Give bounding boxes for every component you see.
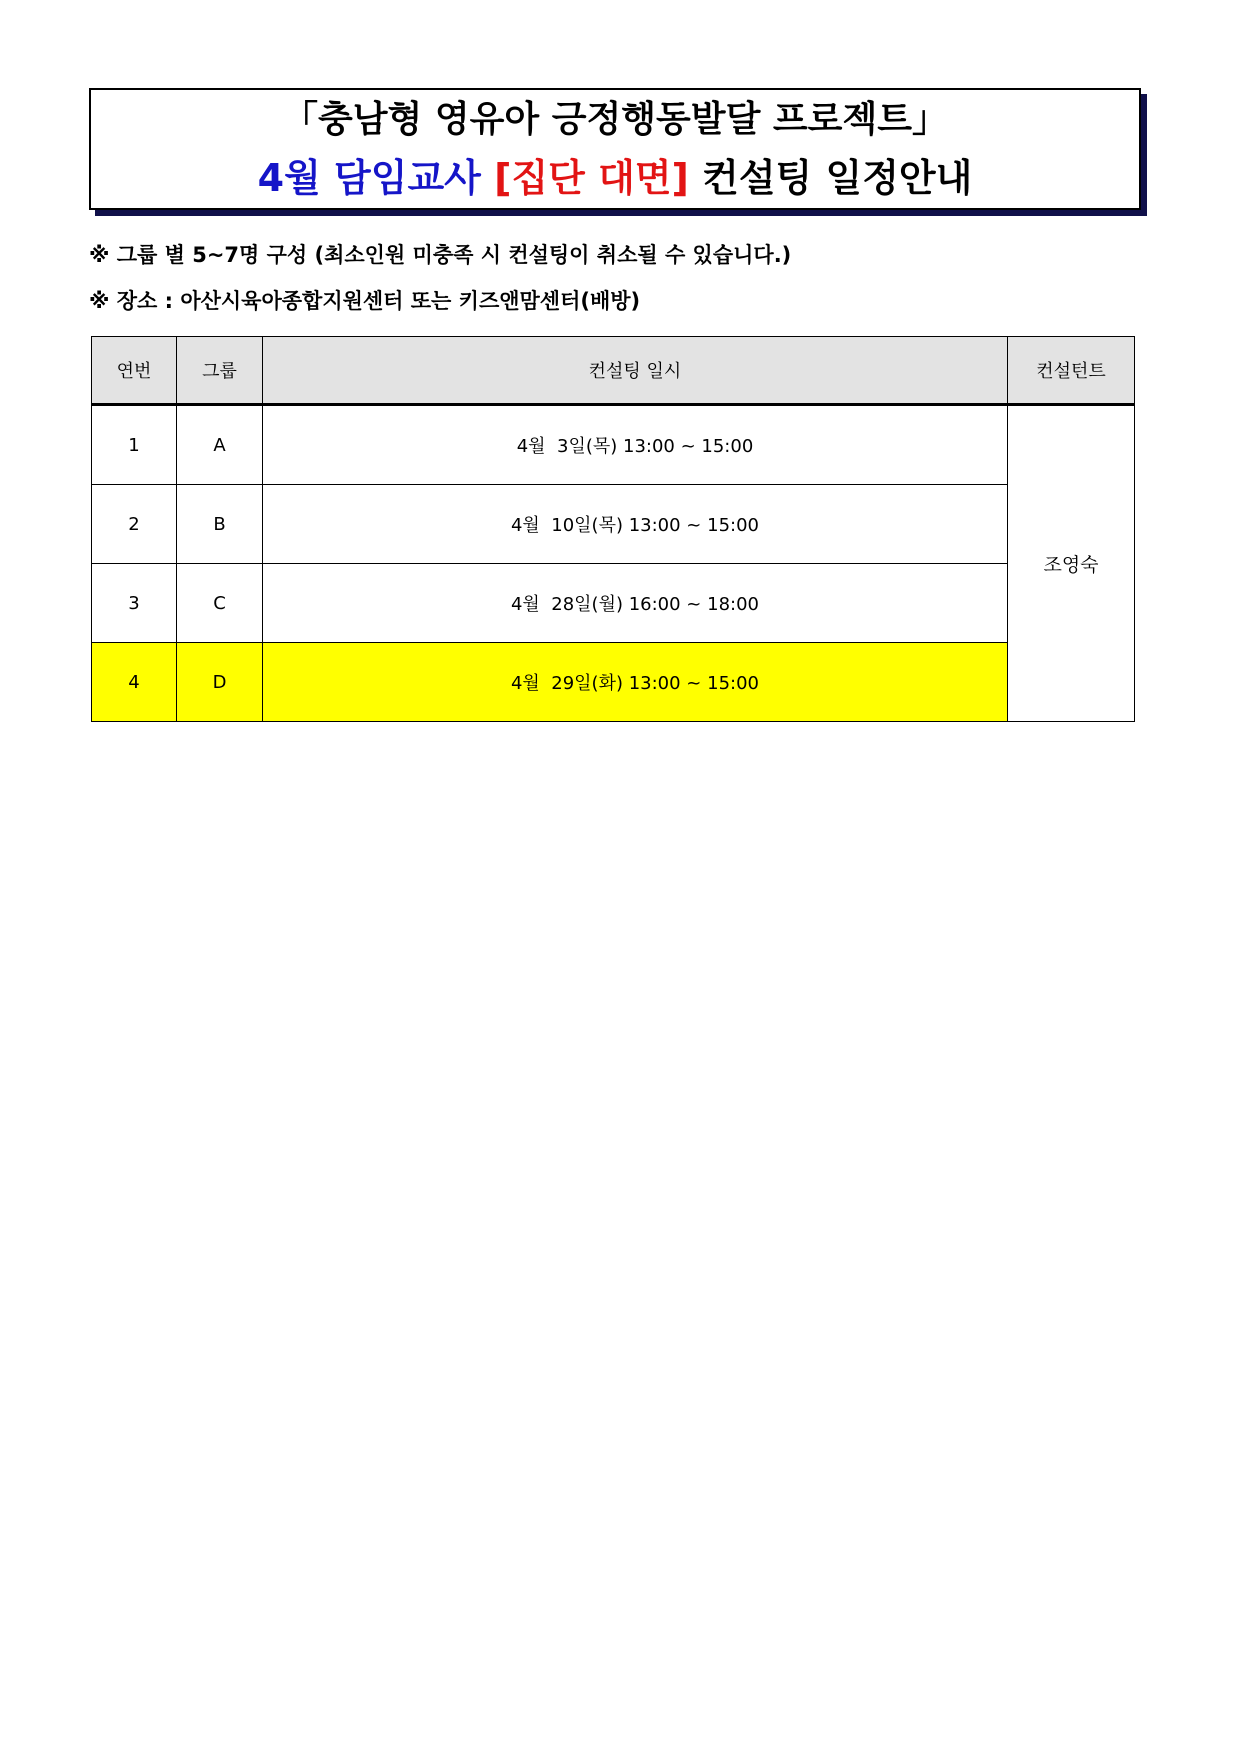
row-no: 1 [92,405,177,485]
title-group-facetoface: [집단 대면] [494,156,689,200]
table-row [92,485,1135,564]
row-group: D [177,643,263,722]
row-no: 2 [92,485,177,564]
row-datetime: 4월 10일(목) 13:00 ~ 15:00 [263,485,1008,564]
table-row-highlighted [92,643,1135,722]
consultant-name: 조영숙 [1008,405,1135,722]
header-no: 연번 [92,337,177,405]
schedule-table [91,336,1135,722]
header-datetime: 컨설팅 일시 [263,337,1008,405]
title-month-teacher: 4월 담임교사 [257,156,481,200]
row-datetime: 4월 28일(월) 16:00 ~ 18:00 [263,564,1008,643]
row-group: A [177,405,263,485]
header-consultant: 컨설턴트 [1008,337,1135,405]
row-group: C [177,564,263,643]
table-row [92,564,1135,643]
table-header-row [92,337,1135,405]
row-datetime: 4월 3일(목) 13:00 ~ 15:00 [263,405,1008,485]
table-row [92,405,1135,485]
title-schedule-guide: 컨설팅 일정안내 [702,156,973,200]
title-main: 「충남형 영유아 긍정행동발달 프로젝트」 [281,99,949,140]
header-group: 그룹 [177,337,263,405]
row-group: B [177,485,263,564]
row-datetime: 4월 29일(화) 13:00 ~ 15:00 [263,643,1008,722]
note-location: ※ 장소 : 아산시육아종합지원센터 또는 키즈앤맘센터(배방) [89,289,641,313]
row-no: 3 [92,564,177,643]
title-box [89,88,1141,210]
title-subtitle [91,153,1139,203]
row-no: 4 [92,643,177,722]
note-group-size: ※ 그룹 별 5~7명 구성 (최소인원 미충족 시 컨설팅이 취소될 수 있습니다.) [89,243,792,267]
